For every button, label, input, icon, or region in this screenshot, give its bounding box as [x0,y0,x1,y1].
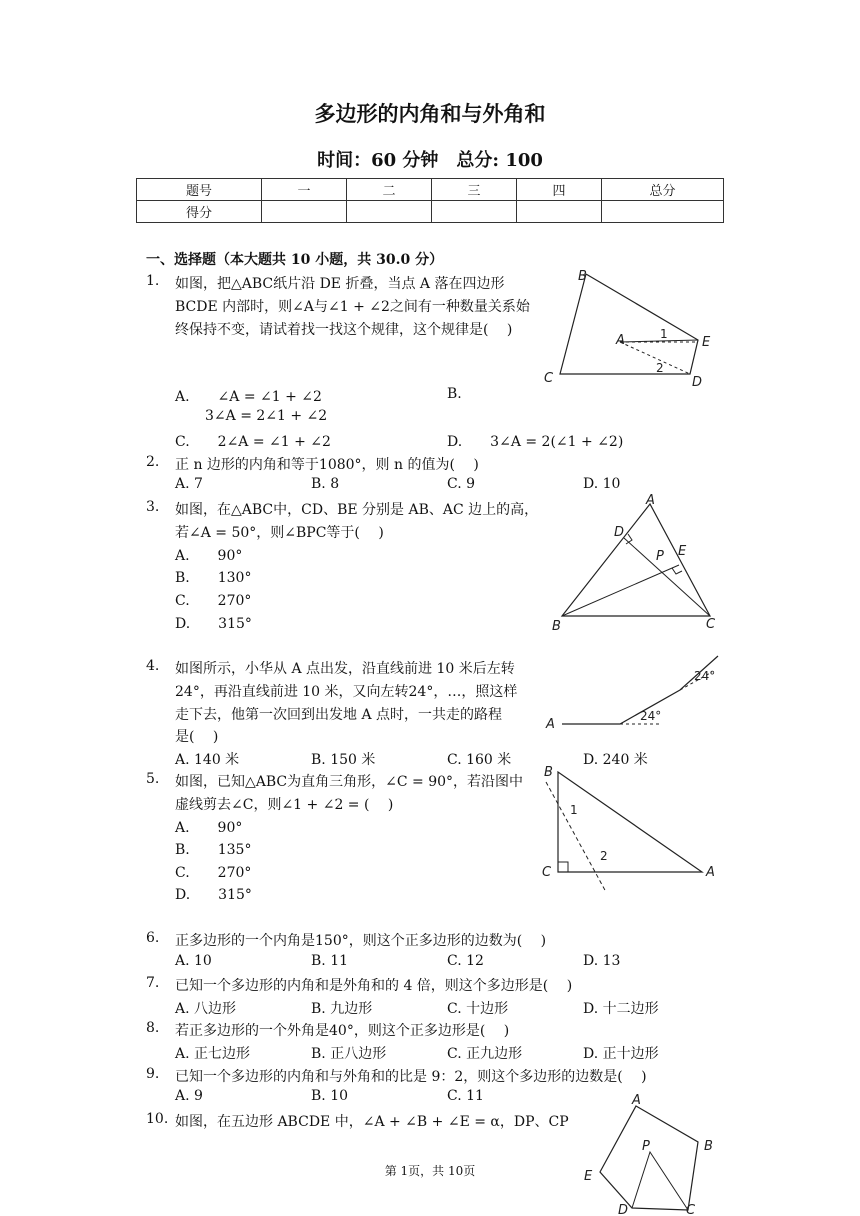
score-cell[interactable] [432,201,517,223]
question-number: 4. [146,658,160,674]
question-number: 7. [146,975,160,991]
label-1: 1 [660,327,668,341]
option-d[interactable]: D. 3∠A = 2(∠1 + ∠2) [447,434,624,450]
question-number: 8. [146,1020,160,1036]
question-number: 5. [146,771,160,787]
right-triangle-figure [538,762,723,897]
question-number: 1. [146,273,160,289]
table-cell: 二 [347,179,432,201]
question-text: 终保持不变，请试着找一找这个规律，这个规律是( ) [175,322,513,338]
label-c: C [686,1203,696,1216]
pentagon-figure [580,1092,720,1216]
label-d: D [618,1203,629,1216]
label-2: 2 [600,849,608,863]
option-c[interactable]: C. 正九边形 [447,1046,523,1062]
label-p: P [656,549,664,564]
table-cell: 三 [432,179,517,201]
label-a: A [546,717,555,732]
table-cell: 总分 [602,179,724,201]
label-2: 2 [656,361,664,375]
section-heading: 一、选择题（本大题共 10 小题，共 30.0 分） [146,252,444,268]
option-d[interactable]: D. 十二边形 [583,1001,659,1017]
question-text: 正 n 边形的内角和等于1080°，则 n 的值为( ) [175,457,479,473]
option-c[interactable]: C. 2∠A = ∠1 + ∠2 [175,434,331,450]
option-b[interactable]: B. 九边形 [311,1001,373,1017]
option-b[interactable]: B. 135° [175,842,252,858]
exam-info: 时间：60 分钟 总分: 100 [317,150,543,171]
question-text: 若正多边形的一个外角是40°，则这个正多边形是( ) [175,1023,510,1039]
label-p: P [642,1139,650,1154]
page-footer: 第 1页，共 10页 [384,1164,476,1178]
option-c[interactable]: C. 270° [175,865,252,881]
label-1: 1 [570,803,578,817]
question-text: 如图所示，小华从 A 点出发，沿直线前进 10 米后左转 [175,661,515,677]
option-a[interactable]: A. 90° [175,548,243,564]
label-b: B [704,1139,713,1154]
question-text: 24°，再沿直线前进 10 米，又向左转24°，…，照这样 [175,684,518,700]
label-a: A [632,1093,641,1108]
question-number: 9. [146,1066,160,1082]
fold-triangle-figure [540,262,720,397]
label-a: A [616,333,625,348]
option-b[interactable]: B. [447,386,462,402]
option-a[interactable]: A. 正七边形 [175,1046,251,1062]
question-number: 10. [146,1111,169,1127]
option-d[interactable]: D. 240 米 [583,752,648,768]
triangle-altitudes-figure [548,492,723,632]
question-text: 如图，在五边形 ABCDE 中，∠A + ∠B + ∠E = α，DP、CP [175,1114,569,1130]
option-b[interactable]: B. 8 [311,476,340,492]
option-b[interactable]: B. 正八边形 [311,1046,387,1062]
option-c[interactable]: C. 12 [447,953,484,969]
question-text: 正多边形的一个内角是150°，则这个正多边形的边数为( ) [175,933,547,949]
table-cell: 四 [517,179,602,201]
question-number: 2. [146,454,160,470]
option-c[interactable]: C. 11 [447,1088,484,1104]
question-number: 6. [146,930,160,946]
option-a[interactable]: A. 10 [175,953,212,969]
score-cell[interactable] [517,201,602,223]
question-text: 如图，把△ABC纸片沿 DE 折叠，当点 A 落在四边形 [175,276,505,292]
label-d: D [692,375,703,390]
label-d: D [614,525,625,540]
option-b[interactable]: B. 10 [311,1088,349,1104]
label-b: B [552,619,561,632]
score-table [136,178,724,223]
label-b: B [544,765,553,780]
label-a: A [706,865,715,880]
option-c[interactable]: C. 270° [175,593,252,609]
table-cell: 一 [262,179,347,201]
question-text: 若∠A = 50°，则∠BPC等于( ) [175,525,384,541]
option-b[interactable]: B. 11 [311,953,349,969]
score-cell[interactable] [347,201,432,223]
option-a[interactable]: A. 9 [175,1088,203,1104]
score-cell[interactable] [262,201,347,223]
option-d[interactable]: D. 10 [583,476,621,492]
angle-label-bottom: 24° [640,709,662,723]
option-c[interactable]: C. 160 米 [447,752,512,768]
label-c: C [542,865,552,880]
label-c: C [544,371,554,386]
option-b-text: 3∠A = 2∠1 + ∠2 [205,408,328,424]
question-text: 如图，在△ABC中，CD、BE 分别是 AB、AC 边上的高， [175,502,539,518]
table-cell: 题号 [137,179,262,201]
option-d[interactable]: D. 315° [175,887,252,903]
option-c[interactable]: C. 十边形 [447,1001,509,1017]
question-text: 走下去，他第一次回到出发地 A 点时，一共走的路程 [175,707,503,723]
option-d[interactable]: D. 正十边形 [583,1046,659,1062]
label-a: A [646,493,655,508]
option-b[interactable]: B. 130° [175,570,252,586]
label-c: C [706,617,716,632]
label-e: E [702,335,711,350]
walking-path-figure [540,650,725,735]
label-e: E [678,544,687,559]
option-a[interactable]: A. 7 [175,476,203,492]
table-row [137,201,724,223]
option-d[interactable]: D. 315° [175,616,252,632]
question-text: 已知一个多边形的内角和是外角和的 4 倍，则这个多边形是( ) [175,978,573,994]
score-cell[interactable] [602,201,724,223]
option-b[interactable]: B. 150 米 [311,752,376,768]
question-text: 如图，已知△ABC为直角三角形，∠C = 90°，若沿图中 [175,774,524,790]
page-title: 多边形的内角和与外角和 [314,101,546,126]
option-a[interactable]: A. 八边形 [175,1001,237,1017]
label-e: E [584,1169,593,1184]
option-a[interactable]: A. 90° [175,820,243,836]
option-a[interactable]: A. 140 米 [175,752,240,768]
option-c[interactable]: C. 9 [447,476,476,492]
label-b: B [578,269,587,284]
table-cell: 得分 [137,201,262,223]
question-text: 虚线剪去∠C，则∠1 + ∠2 = ( ) [175,797,394,813]
option-d[interactable]: D. 13 [583,953,621,969]
question-text: BCDE 内部时，则∠A与∠1 + ∠2之间有一种数量关系始 [175,299,530,315]
question-number: 3. [146,499,160,515]
table-header-row [137,179,724,201]
option-a[interactable]: A. ∠A = ∠1 + ∠2 [175,389,322,405]
angle-label-top: 24° [694,669,716,683]
question-text: 是( ) [175,729,219,745]
question-text: 已知一个多边形的内角和与外角和的比是 9：2，则这个多边形的边数是( ) [175,1069,647,1085]
